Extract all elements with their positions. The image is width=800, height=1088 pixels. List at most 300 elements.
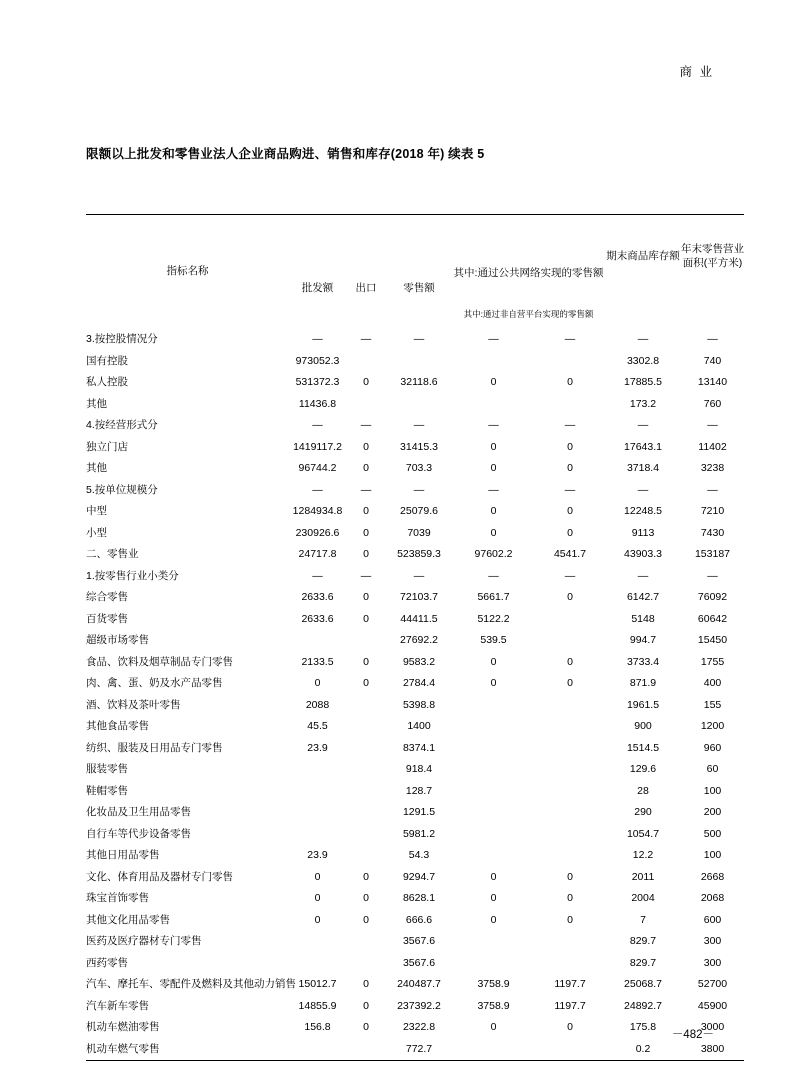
table-row	[86, 953, 744, 975]
cell-online-retail	[452, 394, 535, 416]
table-row	[86, 566, 744, 588]
cell-retail-area: 200	[703, 806, 722, 818]
row-label: 机动车燃气零售	[86, 1042, 160, 1055]
cell-retail: 128.7	[405, 784, 433, 797]
row-label: 独立门店	[86, 440, 128, 453]
cell-export: 0	[363, 548, 369, 560]
cell-inventory: —	[637, 483, 649, 496]
cell-export: 0	[363, 440, 369, 453]
cell-retail: 240487.7	[397, 978, 441, 990]
cell-wholesale: 11436.8	[298, 397, 337, 410]
row-label: 珠宝首饰零售	[86, 892, 149, 904]
cell-third-party-inline	[535, 1039, 605, 1061]
cell-export: 0	[363, 870, 369, 883]
cell-retail-area: 3800	[700, 1042, 725, 1055]
cell-wholesale	[289, 781, 346, 803]
cell-wholesale: 2133.5	[301, 655, 334, 668]
row-label: 超级市场零售	[86, 634, 149, 646]
cell-inventory: 43903.3	[624, 548, 662, 560]
cell-inventory: 1961.5	[626, 698, 660, 711]
cell-export: 0	[363, 677, 369, 689]
cell-retail-area: 60	[706, 763, 719, 775]
cell-online-retail	[452, 802, 535, 824]
cell-wholesale: 23.9	[307, 849, 328, 861]
cell-inventory: 829.7	[629, 935, 657, 947]
cell-online-retail: 539.5	[480, 634, 507, 646]
cell-inventory: 0.2	[635, 1042, 651, 1055]
cell-retail-area: 2068	[700, 892, 725, 904]
table-row	[86, 931, 744, 953]
cell-export: 0	[363, 591, 369, 603]
table-row	[86, 802, 744, 824]
table-row	[86, 738, 744, 760]
cell-inventory: 994.7	[629, 634, 657, 646]
cell-inventory: 2004	[631, 892, 655, 904]
cell-inventory: 12248.5	[624, 505, 662, 517]
cell-retail: 918.4	[405, 763, 433, 775]
cell-third-party-inline: 1197.7	[554, 978, 586, 990]
cell-wholesale	[289, 802, 346, 824]
cell-export: —	[360, 419, 372, 431]
cell-inventory: 17643.1	[624, 440, 662, 453]
cell-third-party-inline	[535, 738, 605, 760]
column-header-online-retail: 其中:通过公共网络实现的零售额	[453, 267, 604, 280]
cell-inventory: 5148	[631, 612, 655, 625]
cell-inventory: —	[637, 569, 649, 582]
cell-export	[346, 1039, 386, 1061]
cell-retail-area: —	[707, 483, 718, 496]
cell-wholesale: 23.9	[307, 741, 328, 754]
cell-retail: 72103.7	[400, 591, 438, 603]
row-label: 其他	[86, 397, 107, 410]
cell-inventory: 829.7	[629, 956, 657, 969]
cell-export: 0	[363, 892, 369, 904]
cell-wholesale	[289, 1039, 346, 1061]
cell-third-party-inline	[535, 845, 605, 867]
cell-wholesale: —	[312, 419, 323, 431]
cell-retail-area: 960	[703, 741, 722, 754]
row-label: 鞋帽零售	[86, 784, 128, 797]
cell-export: 0	[363, 612, 369, 625]
row-label: 食品、饮料及烟草制品专门零售	[86, 655, 233, 668]
cell-export: 0	[363, 462, 369, 474]
cell-inventory: 290	[634, 806, 652, 818]
cell-third-party-inline: —	[564, 419, 576, 431]
cell-wholesale: 531372.3	[295, 376, 340, 388]
cell-retail: 772.7	[405, 1042, 433, 1055]
cell-retail-area: 1755	[700, 655, 725, 668]
cell-online-retail: 0	[490, 376, 497, 388]
cell-retail-area: 153187	[694, 548, 731, 560]
cell-export	[346, 781, 386, 803]
cell-retail-area: 1200	[700, 720, 725, 732]
cell-retail-area: 7210	[700, 505, 725, 517]
table-row	[86, 394, 744, 416]
cell-third-party-inline	[535, 609, 605, 631]
cell-online-retail: 3758.9	[477, 999, 510, 1012]
cell-inventory: 25068.7	[624, 978, 662, 990]
cell-third-party-inline: 0	[567, 526, 573, 539]
cell-export	[346, 630, 386, 652]
cell-third-party-inline	[535, 953, 605, 975]
cell-retail: 9583.2	[402, 655, 436, 668]
row-label: 酒、饮料及茶叶零售	[86, 698, 181, 711]
cell-retail-area: 3238	[700, 462, 725, 474]
cell-retail: 8628.1	[402, 892, 436, 904]
table-row	[86, 458, 744, 480]
cell-online-retail	[452, 931, 535, 953]
header-spacer-3	[386, 215, 452, 250]
cell-third-party-inline: 4541.7	[553, 548, 587, 560]
row-label: 4.按经营形式分	[86, 419, 158, 431]
cell-third-party-inline: 0	[567, 892, 573, 904]
cell-retail-area: 7430	[700, 526, 725, 539]
cell-third-party-inline: 0	[567, 376, 573, 388]
cell-retail: 237392.2	[397, 999, 441, 1012]
cell-wholesale	[289, 931, 346, 953]
cell-export	[346, 845, 386, 867]
cell-inventory: 129.6	[629, 763, 657, 775]
table-row	[86, 437, 744, 459]
cell-inventory: 1514.5	[626, 741, 660, 754]
cell-online-retail	[452, 759, 535, 781]
cell-retail-area: —	[707, 569, 718, 582]
cell-wholesale: 0	[314, 870, 321, 883]
cell-retail-area: 52700	[697, 978, 728, 990]
cell-inventory: 871.9	[629, 677, 657, 689]
table-row	[86, 716, 744, 738]
cell-online-retail: 0	[490, 440, 497, 453]
cell-wholesale	[289, 953, 346, 975]
cell-export	[346, 931, 386, 953]
cell-inventory: 900	[634, 720, 652, 732]
cell-inventory: 3718.4	[626, 462, 660, 474]
cell-wholesale: —	[312, 569, 323, 582]
table-row	[86, 824, 744, 846]
table-row	[86, 888, 744, 910]
cell-retail: 54.3	[408, 849, 430, 861]
row-label: 私人控股	[86, 376, 128, 388]
cell-inventory: 1054.7	[626, 827, 660, 840]
table-row	[86, 996, 744, 1018]
cell-retail-area: 300	[703, 956, 722, 969]
cell-third-party-inline: 0	[567, 1021, 573, 1033]
row-label: 文化、体育用品及器材专门零售	[86, 870, 233, 883]
cell-third-party-inline	[535, 695, 605, 717]
cell-wholesale: 2633.6	[301, 612, 334, 625]
header-spacer-4	[452, 215, 605, 250]
cell-wholesale	[289, 759, 346, 781]
table-row	[86, 1017, 744, 1039]
cell-retail-area: —	[707, 419, 718, 431]
cell-retail: —	[413, 569, 425, 582]
column-header-retail: 零售额	[403, 282, 435, 295]
row-label: 中型	[86, 505, 107, 517]
cell-inventory: 173.2	[629, 397, 657, 410]
cell-inventory: —	[637, 333, 649, 345]
row-label: 汽车新车零售	[86, 999, 149, 1012]
cell-inventory: 24892.7	[624, 999, 662, 1012]
cell-export	[346, 738, 386, 760]
column-header-retail-area: 年末零售营业面积(平方米)	[681, 243, 744, 269]
table-row	[86, 845, 744, 867]
header-spacer-5	[605, 299, 681, 329]
cell-third-party-inline: 0	[567, 655, 573, 668]
cell-third-party-inline	[535, 802, 605, 824]
cell-retail-area: 60642	[697, 612, 728, 625]
cell-third-party-inline	[535, 824, 605, 846]
cell-retail-area: 3000	[700, 1021, 725, 1033]
cell-online-retail: 0	[490, 870, 497, 883]
cell-retail: 1291.5	[402, 806, 436, 818]
cell-inventory: 12.2	[632, 849, 654, 861]
table-row	[86, 480, 744, 502]
table-row	[86, 329, 744, 351]
row-label: 小型	[86, 526, 107, 539]
cell-online-retail: 0	[490, 505, 497, 517]
cell-wholesale: 24717.8	[298, 548, 337, 560]
cell-wholesale: 0	[314, 677, 321, 689]
cell-third-party-inline: 0	[567, 505, 573, 517]
cell-wholesale: 45.5	[307, 720, 328, 732]
row-label: 二、零售业	[86, 548, 139, 560]
statistics-table-container	[86, 214, 744, 1061]
cell-online-retail: 0	[490, 526, 497, 539]
table-row	[86, 609, 744, 631]
header-spacer-6	[681, 299, 744, 329]
cell-online-retail	[452, 351, 535, 373]
cell-inventory: 17885.5	[624, 376, 662, 388]
table-row	[86, 867, 744, 889]
cell-wholesale: 96744.2	[298, 462, 337, 474]
cell-inventory: 7	[640, 913, 646, 926]
table-header	[86, 215, 744, 330]
cell-retail: 5398.8	[402, 698, 436, 711]
cell-online-retail: 0	[490, 462, 497, 474]
cell-inventory: 2011	[631, 870, 655, 883]
cell-export	[346, 953, 386, 975]
cell-export: —	[360, 569, 372, 582]
column-header-indicator: 指标名称	[166, 265, 209, 278]
column-header-wholesale: 批发额	[301, 282, 334, 295]
cell-export	[346, 802, 386, 824]
cell-export	[346, 716, 386, 738]
cell-retail: 3567.6	[402, 956, 436, 969]
cell-online-retail: 0	[490, 913, 497, 926]
table-row	[86, 630, 744, 652]
cell-retail-area: 45900	[697, 999, 728, 1012]
cell-retail-area: 13140	[697, 376, 728, 388]
row-label: 国有控股	[86, 354, 128, 367]
cell-retail: 3567.6	[402, 935, 436, 947]
table-row	[86, 544, 744, 566]
cell-third-party-inline: 0	[567, 913, 573, 926]
table-row	[86, 351, 744, 373]
cell-retail-area: 100	[703, 849, 722, 861]
cell-wholesale: 230926.6	[295, 526, 340, 539]
cell-export: —	[360, 483, 372, 496]
cell-wholesale	[289, 630, 346, 652]
cell-export: 0	[363, 978, 369, 990]
cell-online-retail: 0	[490, 892, 497, 904]
cell-export	[346, 824, 386, 846]
cell-export	[346, 695, 386, 717]
cell-export: 0	[363, 376, 369, 388]
cell-online-retail	[452, 824, 535, 846]
header-spacer-1	[289, 215, 346, 250]
cell-retail: 44411.5	[400, 612, 438, 625]
cell-export	[346, 394, 386, 416]
cell-online-retail: 0	[490, 1021, 497, 1033]
table-row	[86, 974, 744, 996]
cell-wholesale: 156.8	[304, 1021, 331, 1033]
table-body	[86, 329, 744, 1061]
cell-inventory: 6142.7	[626, 591, 660, 603]
table-row	[86, 759, 744, 781]
page-header-section: 商 业	[679, 65, 714, 79]
row-label: 其他文化用品零售	[86, 913, 170, 926]
cell-retail-area: 2668	[700, 870, 725, 883]
table-row	[86, 1039, 744, 1061]
cell-retail-area: 155	[703, 698, 722, 711]
cell-third-party-inline	[535, 394, 605, 416]
cell-third-party-inline: 0	[567, 591, 573, 603]
row-label: 机动车燃油零售	[86, 1021, 160, 1033]
cell-online-retail: —	[488, 419, 499, 431]
cell-online-retail	[452, 738, 535, 760]
cell-online-retail: —	[488, 569, 499, 582]
row-label: 5.按单位规模分	[86, 483, 158, 496]
cell-wholesale	[289, 824, 346, 846]
cell-retail: 32118.6	[400, 376, 438, 388]
cell-export: 0	[363, 655, 369, 668]
cell-retail: 9294.7	[402, 870, 436, 883]
cell-export	[346, 759, 386, 781]
cell-online-retail: 97602.2	[474, 548, 513, 560]
cell-third-party-inline: 0	[567, 870, 573, 883]
table-row	[86, 652, 744, 674]
header-spacer-2	[346, 215, 386, 250]
cell-retail: 5981.2	[402, 827, 436, 840]
cell-retail-area: 760	[703, 397, 722, 410]
row-label: 其他食品零售	[86, 720, 149, 732]
cell-online-retail: 0	[490, 677, 497, 689]
cell-wholesale: 2633.6	[301, 591, 334, 603]
cell-retail: —	[413, 333, 425, 345]
table-row	[86, 673, 744, 695]
cell-third-party-inline: —	[564, 569, 576, 582]
cell-export	[346, 351, 386, 373]
cell-retail: 666.6	[405, 913, 433, 926]
table-row	[86, 695, 744, 717]
cell-third-party-inline	[535, 351, 605, 373]
cell-wholesale: 973052.3	[295, 354, 340, 367]
cell-wholesale: 0	[314, 892, 321, 904]
cell-online-retail: 5661.7	[477, 591, 510, 603]
cell-export: —	[360, 333, 372, 345]
cell-retail-area: 300	[703, 935, 722, 947]
cell-third-party-inline	[535, 781, 605, 803]
cell-export: 0	[363, 999, 369, 1012]
cell-retail-area: 11402	[698, 440, 727, 453]
cell-third-party-inline: 1197.7	[554, 999, 586, 1012]
cell-third-party-inline: —	[564, 483, 576, 496]
row-label: 1.按零售行业小类分	[86, 569, 179, 582]
cell-online-retail	[452, 845, 535, 867]
cell-retail: —	[413, 419, 425, 431]
cell-third-party-inline	[535, 759, 605, 781]
row-label: 纺织、服装及日用品专门零售	[86, 741, 223, 754]
row-label: 西药零售	[86, 956, 128, 969]
cell-retail-area: 600	[703, 913, 722, 926]
row-label: 综合零售	[86, 591, 128, 603]
row-label: 服装零售	[86, 763, 128, 775]
cell-inventory: 9113	[631, 526, 655, 539]
page-title: 限额以上批发和零售业法人企业商品购进、销售和库存(2018 年) 续表 5	[86, 147, 485, 161]
cell-retail-area: —	[707, 333, 718, 345]
cell-retail: 523859.3	[397, 548, 441, 560]
cell-inventory: —	[637, 419, 649, 431]
cell-retail-area: 100	[703, 784, 722, 797]
cell-wholesale: 1419117.2	[293, 440, 342, 453]
cell-retail: 25079.6	[400, 505, 438, 517]
cell-retail	[386, 351, 452, 373]
cell-export: 0	[363, 505, 369, 517]
cell-retail: 7039	[407, 526, 431, 539]
cell-online-retail: 5122.2	[477, 612, 510, 625]
cell-wholesale: 1284934.8	[292, 505, 343, 517]
cell-online-retail	[452, 781, 535, 803]
cell-export: 0	[363, 913, 369, 926]
cell-retail-area: 500	[703, 827, 722, 840]
cell-online-retail: 0	[490, 655, 497, 668]
cell-online-retail: 3758.9	[477, 978, 510, 990]
cell-retail: 1400	[407, 720, 431, 732]
cell-third-party-inline	[535, 630, 605, 652]
cell-online-retail	[452, 1039, 535, 1061]
cell-third-party-inline: 0	[567, 440, 573, 453]
cell-inventory: 3302.8	[626, 354, 660, 367]
cell-online-retail	[452, 716, 535, 738]
cell-retail-area: 15450	[697, 634, 728, 646]
cell-third-party-inline	[535, 716, 605, 738]
cell-third-party-inline: 0	[567, 462, 573, 474]
cell-retail-area: 400	[703, 677, 722, 689]
cell-wholesale: 0	[314, 913, 321, 926]
row-label: 3.按控股情况分	[86, 333, 158, 345]
table-row	[86, 587, 744, 609]
cell-export: 0	[363, 1021, 369, 1033]
column-header-export: 出口	[355, 282, 377, 295]
row-label: 汽车、摩托车、零配件及燃料及其他动力销售	[86, 978, 296, 990]
cell-inventory: 175.8	[629, 1021, 657, 1033]
cell-online-retail: —	[488, 333, 499, 345]
cell-online-retail: —	[488, 483, 499, 496]
row-label: 百货零售	[86, 612, 128, 625]
cell-retail	[386, 394, 452, 416]
page-number: －482－	[671, 1029, 714, 1041]
cell-retail: 8374.1	[402, 741, 436, 754]
cell-wholesale: 15012.7	[298, 978, 337, 990]
cell-wholesale: —	[312, 333, 323, 345]
cell-third-party-inline	[535, 931, 605, 953]
column-header-third-party-platform: 其中:通过非自营平台实现的零售额	[463, 308, 594, 319]
cell-wholesale: 2088	[305, 698, 330, 711]
table-row	[86, 781, 744, 803]
cell-retail-area: 76092	[697, 591, 728, 603]
cell-inventory: 28	[637, 784, 649, 797]
cell-export: 0	[363, 526, 369, 539]
